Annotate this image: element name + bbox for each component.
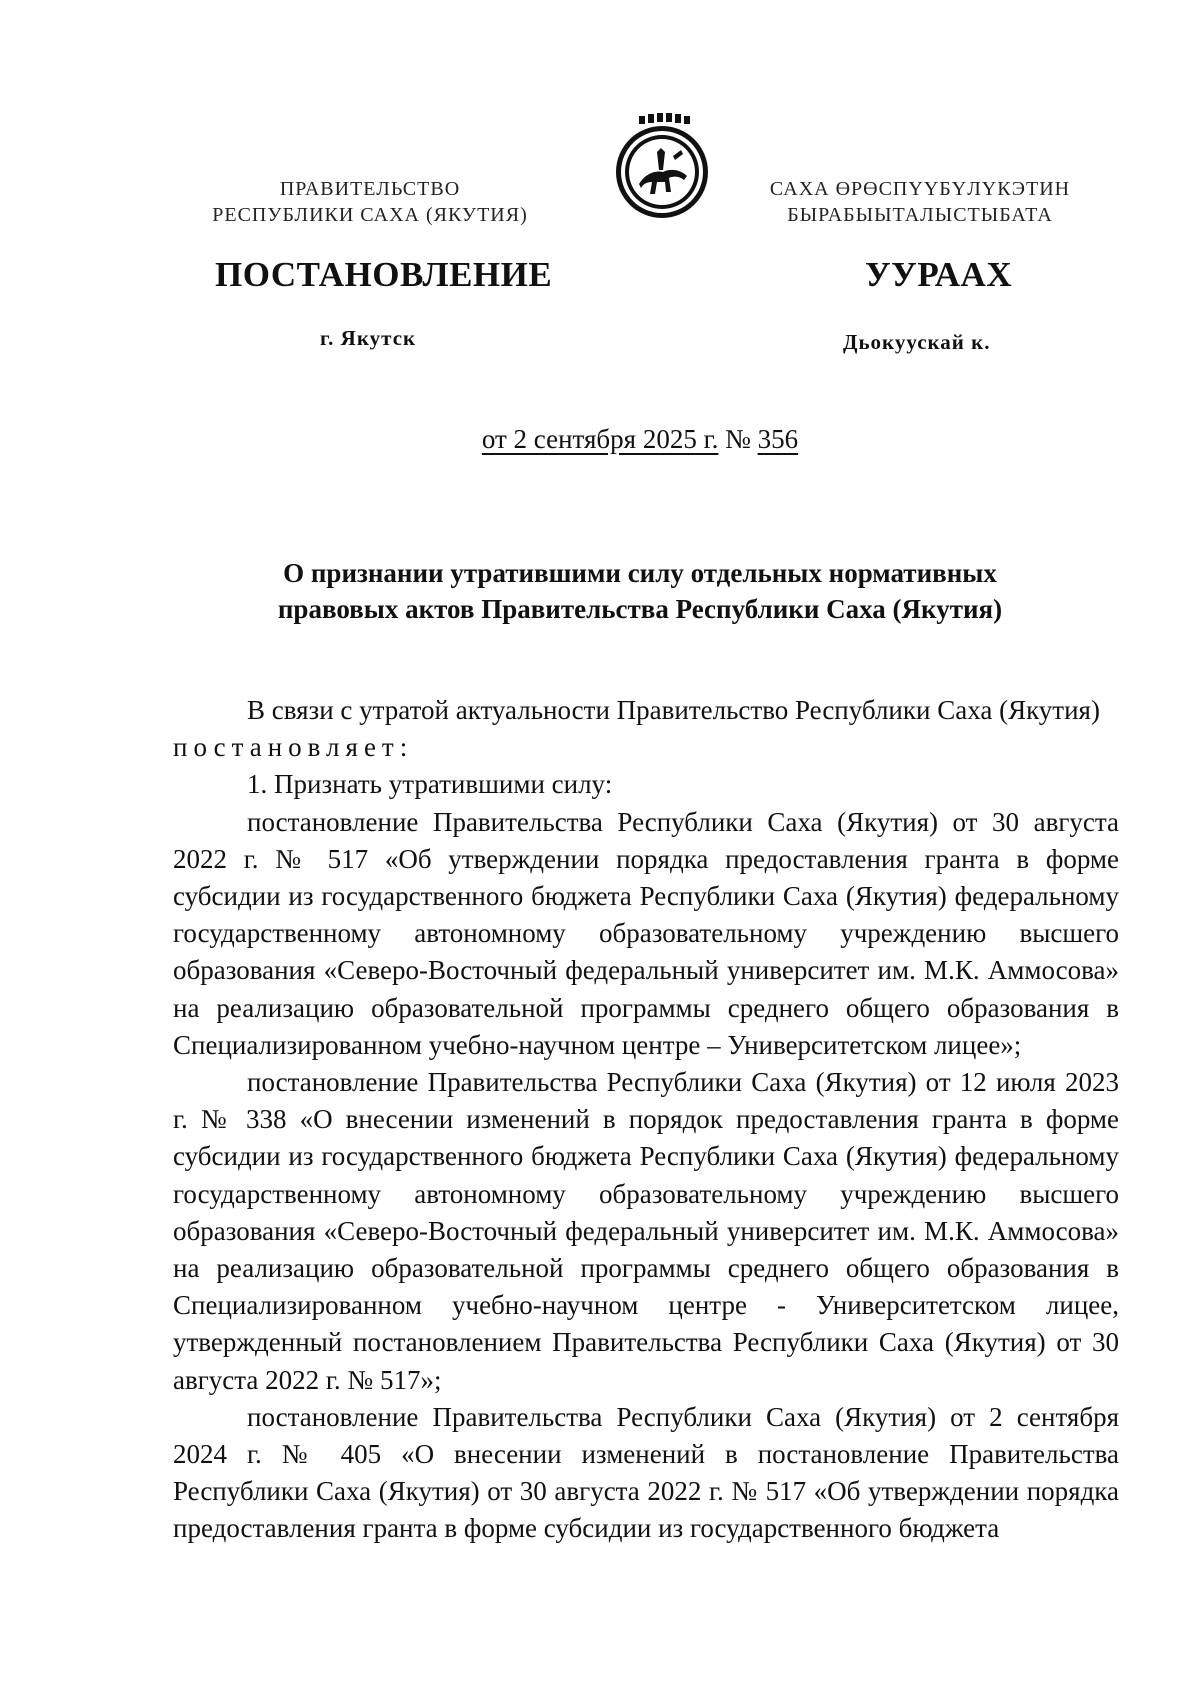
item-1: 1. Признать утратившими силу: [247,769,613,800]
document-subject [240,555,1040,627]
repealed-act-2: постановление Правительства Республики Саха (Якутия) от 12 июля 2023 г. № 338 «О внесении изменений в порядок предоставления гранта в форме субсидии из государственного бюджета Республики Саха (Якутия) федеральному государственному автономному образовательному учреждению высшего образования «Северо-Восточный федеральный университет им. М.К. Аммосова» на реализацию образовательной программы среднего общего образования в Специализированном учебно-научном центре - Университетском лицее, утвержденный постановлением Правительства Республики Саха (Якутия) от 30 августа 2022 г. № 517»; [173,1067,1119,1395]
issuer-ru-line2: РЕСПУБЛИКИ САХА (ЯКУТИЯ) [212,204,528,226]
number-sign: № [725,424,751,454]
document-number: 356 [757,424,799,454]
document-date: от 2 сентября 2025 г. [481,424,719,454]
city-ru: г. Якутск [320,326,417,350]
repealed-act-1: постановление Правительства Республики Саха (Якутия) от 30 августа 2022 г. № 517 «Об утверждении порядка предоставления гранта в форме субсидии из государственного бюджета Республики Саха (Якутия) федеральному государственному автономному образовательному учреждению высшего образования «Северо-Восточный федеральный университет им. М.К. Аммосова» на реализацию образовательной программы среднего общего образования в Специализированном учебно-научном центре – Университетском лицее»; [173,806,1119,1060]
intro-paragraph: В связи с утратой актуальности Правительство Республики Саха (Якутия) [247,695,1100,725]
doc-type-ru: ПОСТАНОВЛЕНИЕ [215,255,553,294]
issuer-sah [735,176,1105,228]
coat-of-arms-emblem [611,112,713,222]
subject-line2: правовых актов Правительства Республики Саха (Якутия) [277,594,1003,624]
issuer-sah-line2: БЫРАБЫЫТАЛЫСТЫБАТА [787,204,1053,226]
city-sah: Дьокуускай к. [843,330,991,354]
issuer-sah-line1: САХА ӨРӨСПҮҮБҮЛҮКЭТИН [769,178,1071,200]
doc-type-sah: УУРААХ [865,255,1013,294]
subject-line1: О признании утратившими силу отдельных нормативных [283,558,997,588]
document-dateline [0,424,1200,455]
issuer-ru [170,176,570,228]
decrees-word: постановляет: [173,732,414,763]
repealed-act-3: постановление Правительства Республики Саха (Якутия) от 2 сентября 2024 г. № 405 «О внесении изменений в постановление Правительства Республики Саха (Якутия) от 30 августа 2022 г. № 517 «Об утверждении порядка предоставления гранта в форме субсидии из государственного бюджета [173,1401,1119,1544]
issuer-ru-line1: ПРАВИТЕЛЬСТВО [279,178,461,200]
document-body [173,692,1119,1548]
